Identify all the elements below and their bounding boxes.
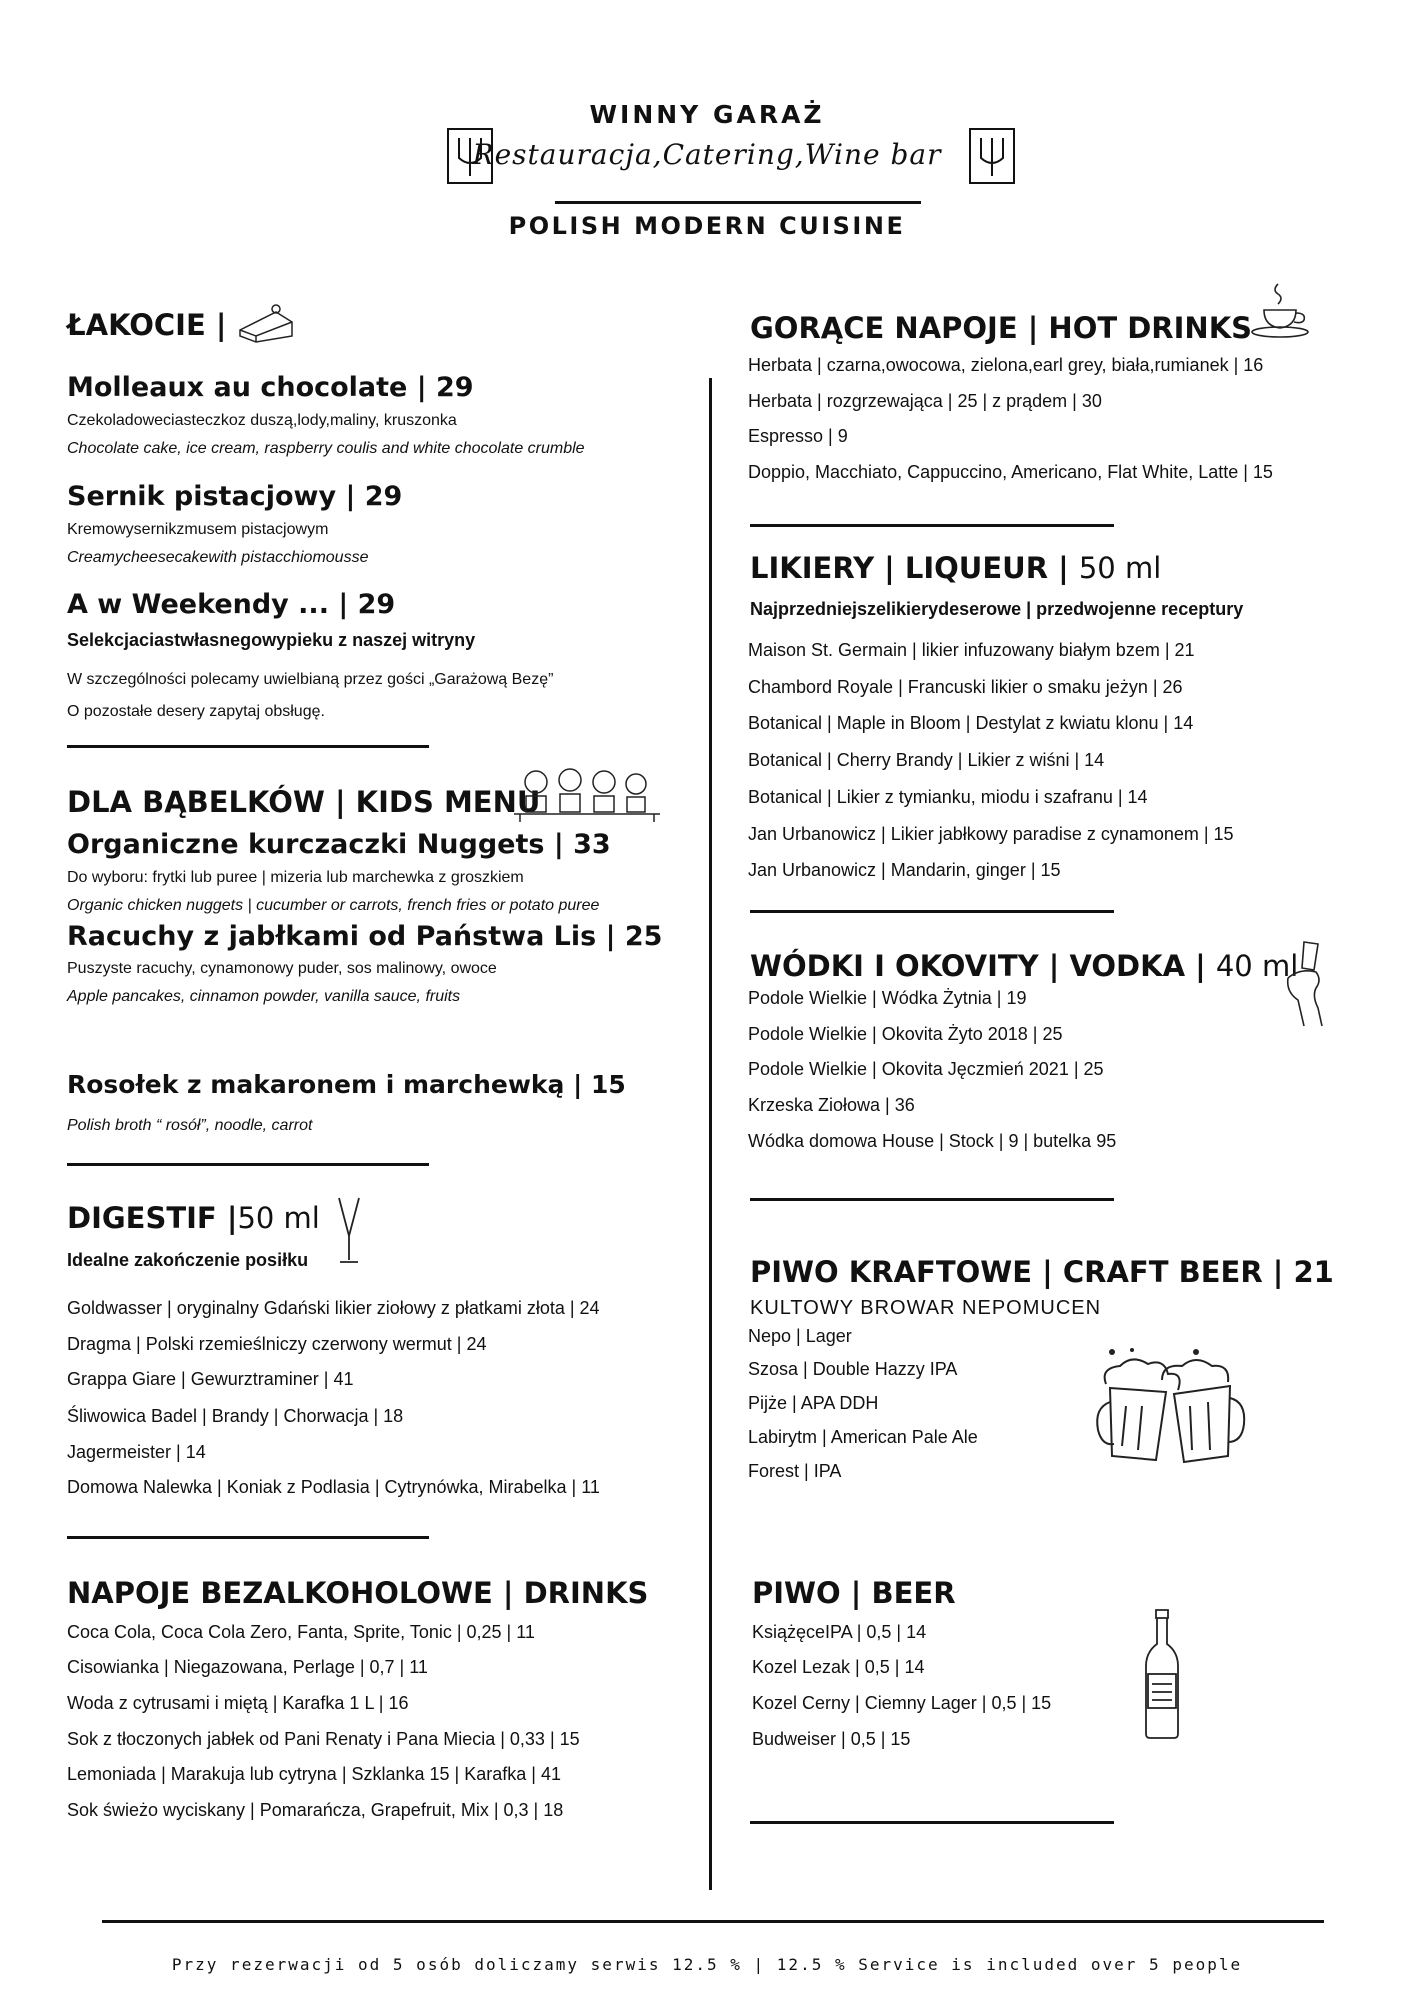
dish-name: Molleaux au chocolate | 29 bbox=[67, 372, 474, 403]
menu-item: Domowa Nalewka | Koniak z Podlasia | Cytrynówka, Mirabelka | 11 bbox=[67, 1477, 600, 1497]
menu-item: Jan Urbanowicz | Mandarin, ginger | 15 bbox=[748, 860, 1061, 880]
cuisine-subtitle: POLISH MODERN CUISINE bbox=[508, 212, 906, 240]
section-title-text: WÓDKI I OKOVITY | VODKA | bbox=[750, 949, 1206, 983]
section-divider bbox=[67, 1163, 429, 1166]
menu-item: Budweiser | 0,5 | 15 bbox=[752, 1729, 911, 1749]
dish-desc-pl: Czekoladoweciasteczkoz duszą,lody,maliny, kruszonka bbox=[67, 412, 457, 429]
cup-icon bbox=[1250, 282, 1312, 340]
section-title-drinks: NAPOJE BEZALKOHOLOWE | DRINKS bbox=[67, 1576, 649, 1610]
menu-item: Sok świeżo wyciskany | Pomarańcza, Grapefruit, Mix | 0,3 | 18 bbox=[67, 1800, 564, 1820]
menu-item: Botanical | Cherry Brandy | Likier z wiśni | 14 bbox=[748, 750, 1105, 770]
dish-desc-en: Apple pancakes, cinnamon powder, vanilla sauce, fruits bbox=[67, 988, 461, 1005]
section-divider bbox=[750, 910, 1114, 913]
dish-desc-en: Creamycheesecakewith pistacchiomousse bbox=[67, 549, 369, 566]
section-title-volume: 50 ml bbox=[237, 1201, 320, 1235]
menu-item: Herbata | czarna,owocowa, zielona,earl grey, biała,rumianek | 16 bbox=[748, 355, 1264, 375]
section-title-kids: DLA BĄBELKÓW | KIDS MENU bbox=[67, 785, 541, 819]
section-title-hot: GORĄCE NAPOJE | HOT DRINKS bbox=[750, 311, 1253, 345]
kids-icon bbox=[512, 766, 662, 822]
dish-desc-pl: Do wyboru: frytki lub puree | mizeria lub marchewka z groszkiem bbox=[67, 869, 524, 886]
dish-name: A w Weekendy ... | 29 bbox=[67, 589, 396, 620]
brand-tagline: Restauracja,Catering,Wine bar bbox=[472, 138, 942, 171]
section-title-digestif bbox=[67, 1201, 320, 1235]
menu-item: Coca Cola, Coca Cola Zero, Fanta, Sprite, Tonic | 0,25 | 11 bbox=[67, 1622, 535, 1642]
menu-item: Kozel Cerny | Ciemny Lager | 0,5 | 15 bbox=[752, 1693, 1052, 1713]
glass-icon bbox=[336, 1196, 362, 1266]
menu-item: Jagermeister | 14 bbox=[67, 1442, 206, 1462]
menu-item: Dragma | Polski rzemieślniczy czerwony wermut | 24 bbox=[67, 1334, 487, 1354]
menu-item: Podole Wielkie | Okovita Jęczmień 2021 | 25 bbox=[748, 1059, 1104, 1079]
menu-item: Lemoniada | Marakuja lub cytryna | Szklanka 15 | Karafka | 41 bbox=[67, 1764, 561, 1784]
menu-item: Śliwowica Badel | Brandy | Chorwacja | 18 bbox=[67, 1406, 404, 1426]
section-title-beer: PIWO | BEER bbox=[752, 1576, 956, 1610]
section-divider bbox=[750, 1821, 1114, 1824]
section-title-sweets: ŁAKOCIE | bbox=[67, 308, 227, 342]
section-subtitle: Najprzedniejszelikierydeserowe | przedwojenne receptury bbox=[750, 599, 1244, 619]
menu-item: Labirytm | American Pale Ale bbox=[748, 1427, 978, 1447]
dish-name: Racuchy z jabłkami od Państwa Lis | 25 bbox=[67, 921, 663, 952]
dish-note: W szczególności polecamy uwielbianą przez gości „Garażową Bezę” bbox=[67, 671, 554, 688]
menu-item: Pijże | APA DDH bbox=[748, 1393, 879, 1413]
menu-item: Cisowianka | Niegazowana, Perlage | 0,7 | 11 bbox=[67, 1657, 428, 1677]
section-divider bbox=[67, 1536, 429, 1539]
brewery-name: KULTOWY BROWAR NEPOMUCEN bbox=[750, 1297, 1102, 1319]
dish-name: Sernik pistacjowy | 29 bbox=[67, 481, 403, 512]
dish-desc-pl: Kremowysernikzmusem pistacjowym bbox=[67, 521, 329, 538]
section-title-volume: 40 ml bbox=[1215, 949, 1299, 983]
menu-item: KsiążęceIPA | 0,5 | 14 bbox=[752, 1622, 927, 1642]
dish-subtitle: Selekcjaciastwłasnegowypieku z naszej witryny bbox=[67, 630, 476, 650]
section-title-volume: 50 ml bbox=[1078, 551, 1162, 585]
hand-shot-icon bbox=[1282, 938, 1330, 1028]
menu-item: Maison St. Germain | likier infuzowany białym bzem | 21 bbox=[748, 640, 1195, 660]
menu-item: Szosa | Double Hazzy IPA bbox=[748, 1359, 958, 1379]
footer-divider bbox=[102, 1920, 1324, 1923]
section-divider bbox=[750, 1198, 1114, 1201]
section-title-text: LIKIERY | LIQUEUR | bbox=[750, 551, 1069, 585]
section-title-text: DIGESTIF | bbox=[67, 1201, 238, 1235]
dish-desc-en: Chocolate cake, ice cream, raspberry coulis and white chocolate crumble bbox=[67, 440, 585, 457]
menu-item: Botanical | Likier z tymianku, miodu i szafranu | 14 bbox=[748, 787, 1148, 807]
menu-item: Grappa Giare | Gewurztraminer | 41 bbox=[67, 1369, 354, 1389]
menu-item: Botanical | Maple in Bloom | Destylat z kwiatu klonu | 14 bbox=[748, 713, 1194, 733]
section-title-liqueur bbox=[750, 551, 1161, 585]
column-divider bbox=[709, 378, 712, 1890]
menu-item: Kozel Lezak | 0,5 | 14 bbox=[752, 1657, 925, 1677]
footer-note: Przy rezerwacji od 5 osób doliczamy serwis 12.5 % | 12.5 % Service is included over 5 people bbox=[171, 1955, 1243, 1974]
menu-item: Krzeska Ziołowa | 36 bbox=[748, 1095, 915, 1115]
menu-item: Herbata | rozgrzewająca | 25 | z prądem | 30 bbox=[748, 391, 1102, 411]
cake-icon bbox=[236, 302, 296, 344]
menu-item: Jan Urbanowicz | Likier jabłkowy paradise z cynamonem | 15 bbox=[748, 824, 1234, 844]
brand-name: WINNY GARAŻ bbox=[589, 100, 825, 129]
menu-item: Doppio, Macchiato, Cappuccino, Americano, Flat White, Latte | 15 bbox=[748, 462, 1273, 482]
menu-item: Nepo | Lager bbox=[748, 1326, 852, 1346]
section-title-craft: PIWO KRAFTOWE | CRAFT BEER | 21 bbox=[750, 1255, 1334, 1289]
bottle-icon bbox=[1142, 1608, 1182, 1740]
menu-item: Espresso | 9 bbox=[748, 426, 848, 446]
section-divider bbox=[750, 524, 1114, 527]
dish-desc-pl: Puszyste racuchy, cynamonowy puder, sos malinowy, owoce bbox=[67, 960, 497, 977]
menu-item: Forest | IPA bbox=[748, 1461, 842, 1481]
dish-note: O pozostałe desery zapytaj obsługę. bbox=[67, 703, 325, 720]
menu-item: Podole Wielkie | Wódka Żytnia | 19 bbox=[748, 988, 1027, 1008]
section-subtitle: Idealne zakończenie posiłku bbox=[67, 1250, 309, 1270]
section-divider bbox=[67, 745, 429, 748]
dish-desc-en: Organic chicken nuggets | cucumber or carrots, french fries or potato puree bbox=[67, 897, 600, 914]
beer-mugs-icon bbox=[1092, 1346, 1248, 1472]
menu-item: Chambord Royale | Francuski likier o smaku jeżyn | 26 bbox=[748, 677, 1183, 697]
header-divider bbox=[555, 201, 921, 204]
menu-item: Woda z cytrusami i miętą | Karafka 1 L | 16 bbox=[67, 1693, 409, 1713]
menu-item: Podole Wielkie | Okovita Żyto 2018 | 25 bbox=[748, 1024, 1063, 1044]
menu-item: Goldwasser | oryginalny Gdański likier ziołowy z płatkami złota | 24 bbox=[67, 1298, 600, 1318]
section-title-vodka bbox=[750, 949, 1298, 983]
dish-name: Organiczne kurczaczki Nuggets | 33 bbox=[67, 829, 611, 860]
menu-item: Wódka domowa House | Stock | 9 | butelka 95 bbox=[748, 1131, 1117, 1151]
dish-desc-en: Polish broth “ rosół”, noodle, carrot bbox=[67, 1117, 313, 1134]
dish-name: Rosołek z makaronem i marchewką | 15 bbox=[67, 1070, 626, 1099]
menu-item: Sok z tłoczonych jabłek od Pani Renaty i Pana Miecia | 0,33 | 15 bbox=[67, 1729, 580, 1749]
